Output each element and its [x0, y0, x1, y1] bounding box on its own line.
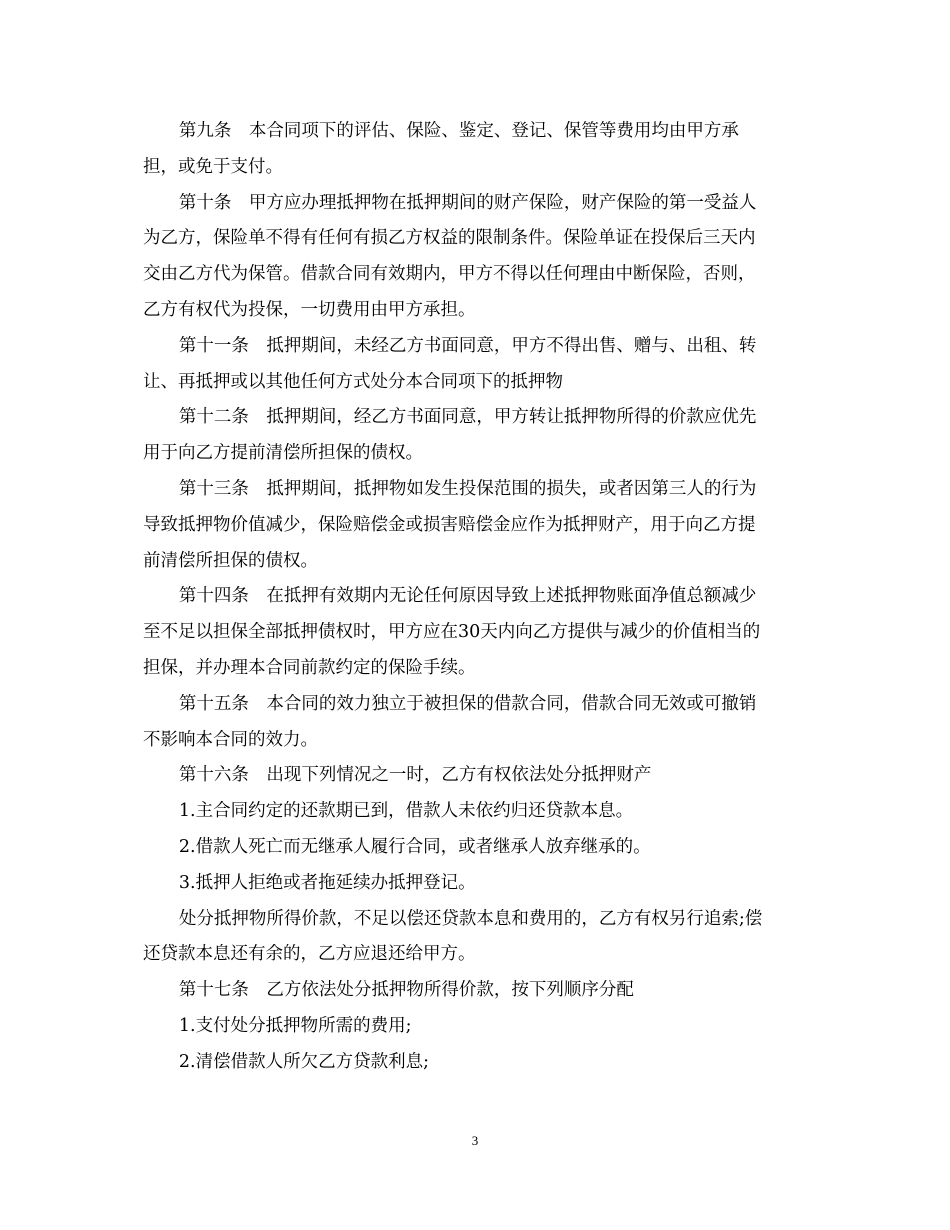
disposal-proceeds-paragraph	[143, 902, 808, 974]
page-number: 3	[471, 1133, 479, 1148]
text-line: 第十四条 在抵押有效期内无论任何原因导致上述抵押物账面净值总额减少	[178, 586, 757, 607]
text-line: 乙方有权代为投保，一切费用由甲方承担。	[143, 299, 476, 320]
text-line: 还贷款本息还有余的，乙方应退还给甲方。	[143, 944, 476, 965]
text-line: 3.抵押人拒绝或者拖延续办抵押登记。	[178, 872, 476, 893]
text-line: 第九条 本合同项下的评估、保险、鉴定、登记、保管等费用均由甲方承	[178, 121, 739, 141]
text-line: 不影响本合同的效力。	[143, 729, 318, 750]
article-13	[143, 472, 808, 579]
text-line: 担，或免于支付。	[143, 156, 283, 177]
text-line: 用于向乙方提前清偿所担保的债权。	[143, 443, 423, 464]
text-line: 交由乙方代为保管。借款合同有效期内，甲方不得以任何理由中断保险，否则，	[143, 264, 756, 285]
article-9	[143, 114, 808, 186]
article-16-item-3	[143, 866, 808, 902]
article-14	[143, 579, 808, 686]
text-line: 第十三条 抵押期间，抵押物如发生投保范围的损失，或者因第三人的行为	[178, 478, 757, 499]
article-12	[143, 400, 808, 472]
text-line: 为乙方，保险单不得有任何有损乙方权益的限制条件。保险单证在投保后三天内	[143, 228, 756, 249]
article-16-item-1	[143, 794, 808, 830]
document-body	[143, 114, 808, 1081]
article-17-item-1	[143, 1009, 808, 1045]
article-16-item-2	[143, 830, 808, 866]
text-line: 2.清偿借款人所欠乙方贷款利息;	[178, 1051, 429, 1072]
text-line: 1.主合同约定的还款期已到，借款人未依约归还贷款本息。	[178, 801, 634, 822]
text-line: 第十六条 出现下列情况之一时，乙方有权依法处分抵押财产	[178, 765, 652, 786]
text-line: 第十条 甲方应办理抵押物在抵押期间的财产保险，财产保险的第一受益人	[178, 192, 757, 213]
text-line: 至不足以担保全部抵押债权时，甲方应在30天内向乙方提供与减少的价值相当的	[143, 622, 761, 643]
text-line: 处分抵押物所得价款，不足以偿还贷款本息和费用的，乙方有权另行追索;偿	[178, 908, 763, 929]
text-line: 2.借款人死亡而无继承人履行合同，或者继承人放弃继承的。	[178, 836, 651, 857]
text-line: 导致抵押物价值减少，保险赔偿金或损害赔偿金应作为抵押财产，用于向乙方提	[143, 514, 756, 535]
text-line: 第十五条 本合同的效力独立于被担保的借款合同，借款合同无效或可撤销	[178, 693, 757, 714]
article-11	[143, 329, 808, 401]
article-17-item-2	[143, 1045, 808, 1081]
text-line: 第十一条 抵押期间，未经乙方书面同意，甲方不得出售、赠与、出租、转	[178, 335, 757, 356]
text-line: 第十二条 抵押期间，经乙方书面同意，甲方转让抵押物所得的价款应优先	[178, 407, 757, 428]
article-10	[143, 186, 808, 329]
article-17	[143, 973, 808, 1009]
text-line: 让、再抵押或以其他任何方式处分本合同项下的抵押物	[143, 371, 563, 392]
article-16	[143, 758, 808, 794]
text-line: 担保，并办理本合同前款约定的保险手续。	[143, 657, 476, 678]
text-line: 1.支付处分抵押物所需的费用;	[178, 1015, 412, 1036]
article-15	[143, 687, 808, 759]
text-line: 前清偿所担保的债权。	[143, 550, 318, 571]
text-line: 第十七条 乙方依法处分抵押物所得价款，按下列顺序分配	[178, 980, 634, 1001]
